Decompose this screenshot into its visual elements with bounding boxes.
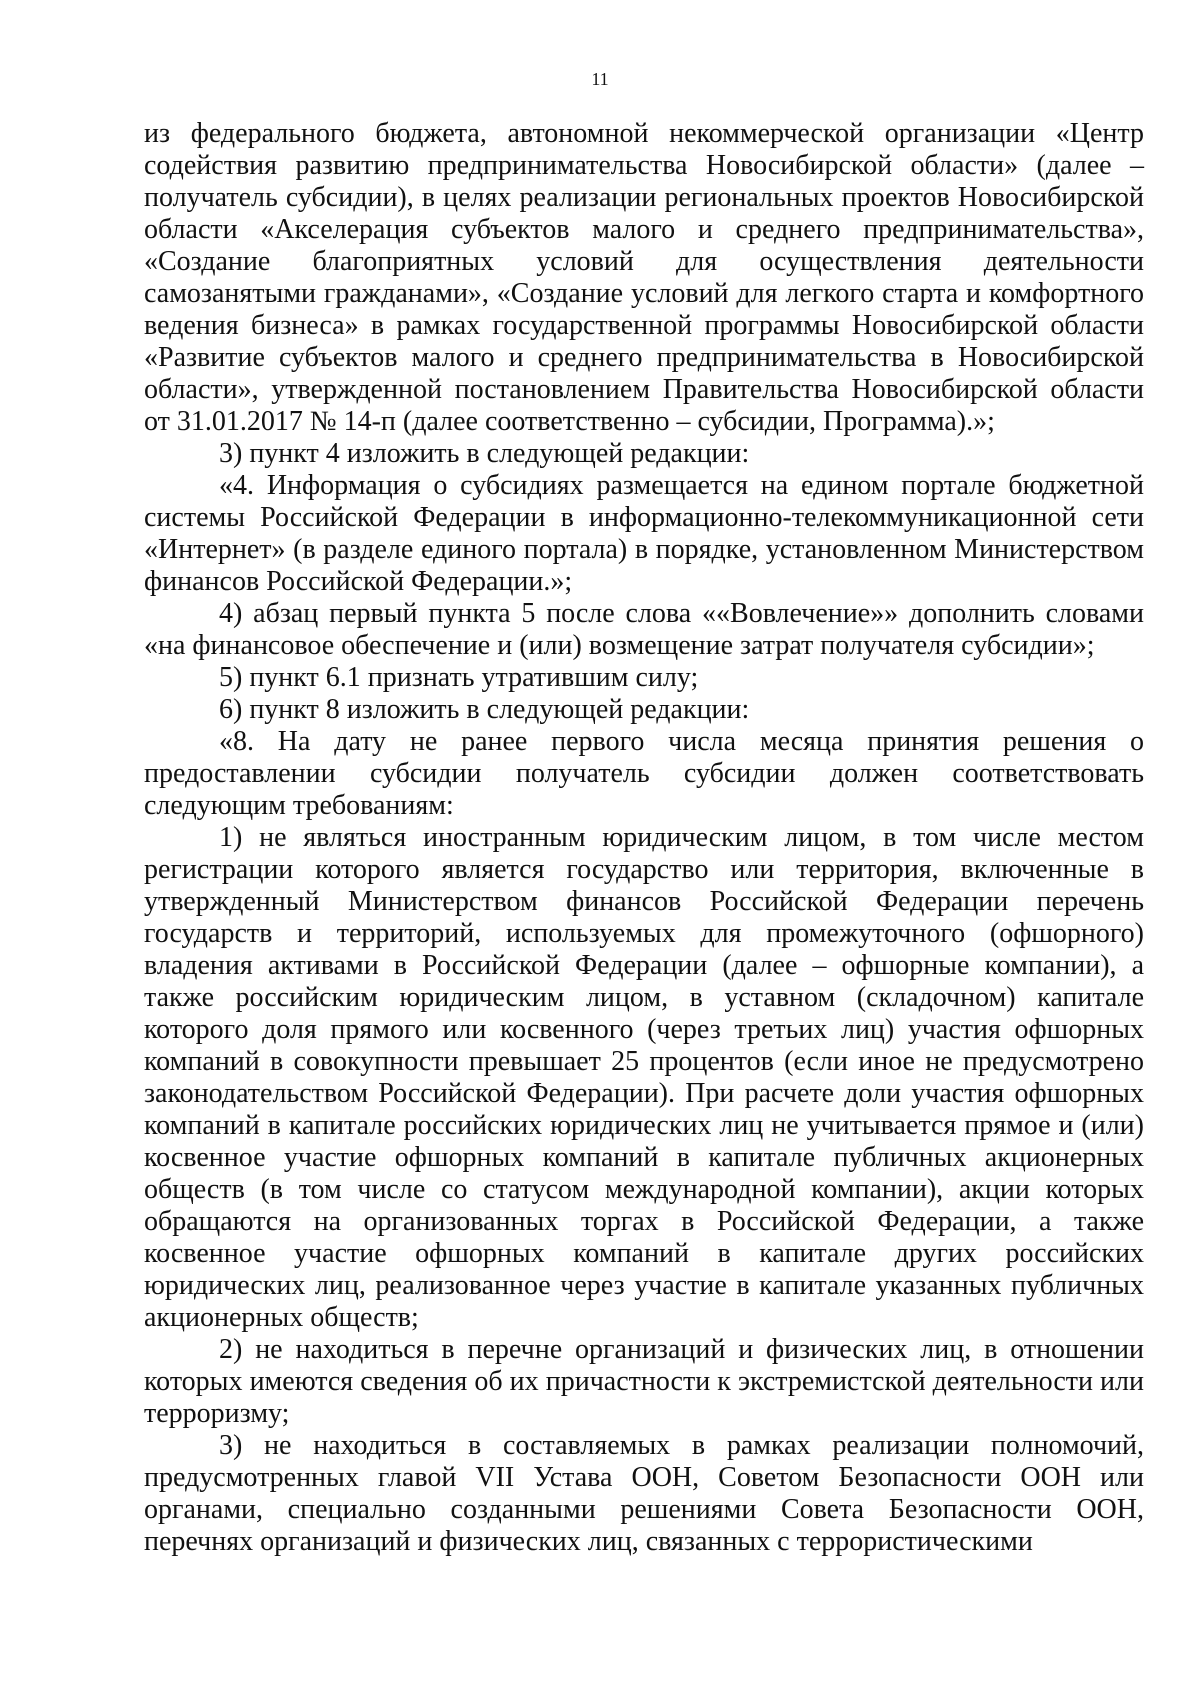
- paragraph-point-4-text: «4. Информация о субсидиях размещается на едином портале бюджетной системы Российской Федерации в информационно-телекоммуникационной сети «Интернет» (в разделе единого портала) в порядке, установленном Министерством финансов Российской Федерации.»;: [144, 470, 1144, 597]
- paragraph-continuation-subsidy-purpose: из федерального бюджета, автономной некоммерческой организации «Центр содействия развитию предпринимательства Новосибирской области» (далее – получатель субсидии), в целях реализации региональных проектов Новосибирской области «Акселерация субъектов малого и среднего предпринимательства», «Создание благоприятных условий для осуществления деятельности самозанятыми гражданами», «Создание условий для легкого старта и комфортного ведения бизнеса» в рамках государственной программы Новосибирской области «Развитие субъектов малого и среднего предпринимательства в Новосибирской области», утвержденной постановлением Правительства Новосибирской области от 31.01.2017 № 14-п (далее соответственно – субсидии, Программа).»;: [144, 118, 1144, 437]
- paragraph-item-6-point-8: 6) пункт 8 изложить в следующей редакции:: [219, 694, 750, 725]
- page-number: 11: [591, 69, 609, 89]
- paragraph-requirement-2: 2) не находиться в перечне организаций и физических лиц, в отношении которых имеются сведения об их причастности к экстремистской деятельности или терроризму;: [144, 1334, 1144, 1429]
- paragraph-item-3-point-4: 3) пункт 4 изложить в следующей редакции:: [219, 438, 750, 469]
- paragraph-requirement-3: 3) не находиться в составляемых в рамках реализации полномочий, предусмотренных главой VII Устава ООН, Советом Безопасности ООН или органами, специально созданными решениями Совета Безопасности ООН, перечнях организаций и физических лиц, связанных с террористическими: [144, 1430, 1144, 1557]
- paragraph-item-5-point-6-1: 5) пункт 6.1 признать утратившим силу;: [219, 662, 699, 693]
- paragraph-item-4-point-5: 4) абзац первый пункта 5 после слова ««Вовлечение»» дополнить словами «на финансовое обеспечение и (или) возмещение затрат получателя субсидии»;: [144, 598, 1144, 661]
- paragraph-point-8-intro: «8. На дату не ранее первого числа месяца принятия решения о предоставлении субсидии получатель субсидии должен соответствовать следующим требованиям:: [144, 726, 1144, 821]
- paragraph-requirement-1: 1) не являться иностранным юридическим лицом, в том числе местом регистрации которого является государство или территория, включенные в утвержденный Министерством финансов Российской Федерации перечень государств и территорий, используемых для промежуточного (офшорного) владения активами в Российской Федерации (далее – офшорные компании), а также российским юридическим лицом, в уставном (складочном) капитале которого доля прямого или косвенного (через третьих лиц) участия офшорных компаний в совокупности превышает 25 процентов (если иное не предусмотрено законодательством Российской Федерации). При расчете доли участия офшорных компаний в капитале российских юридических лиц не учитывается прямое и (или) косвенное участие офшорных компаний в капитале публичных акционерных обществ (в том числе со статусом международной компании), акции которых обращаются на организованных торгах в Российской Федерации, а также косвенное участие офшорных компаний в капитале других российских юридических лиц, реализованное через участие в капитале указанных публичных акционерных обществ;: [144, 822, 1144, 1333]
- document-body: [144, 118, 1144, 1558]
